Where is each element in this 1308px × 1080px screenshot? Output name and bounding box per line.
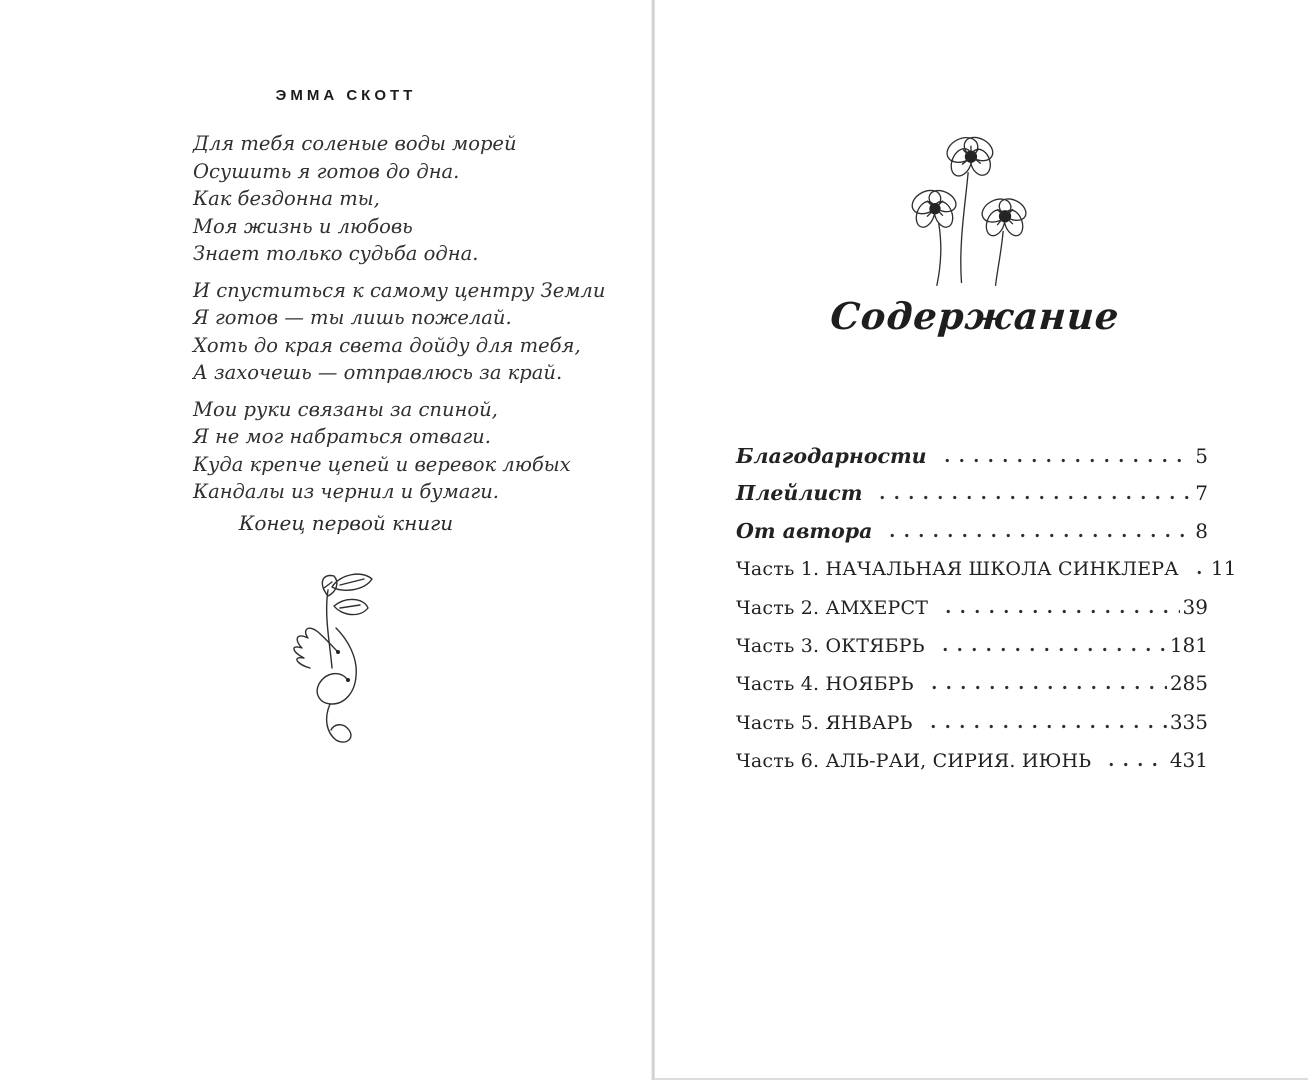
dot-leader bbox=[937, 609, 1179, 614]
toc-entry-page-number: 7 bbox=[1195, 481, 1208, 506]
toc-entry-label: Благодарности bbox=[736, 444, 927, 468]
poem-line: Я не мог набраться отваги. bbox=[193, 425, 491, 448]
dot-leader bbox=[881, 533, 1192, 538]
right-page bbox=[655, 0, 1308, 1080]
toc-entry bbox=[736, 632, 1208, 660]
poppies-illustration-icon bbox=[899, 114, 1041, 292]
toc-entry-label: Часть 5. ЯНВАРЬ bbox=[736, 711, 913, 734]
toc-entry-label: Плейлист bbox=[736, 481, 863, 506]
poem-line: Для тебя соленые воды морей bbox=[193, 132, 517, 155]
poem-line: Кандалы из чернил и бумаги. bbox=[193, 480, 499, 503]
toc-entry bbox=[736, 709, 1208, 737]
toc-entry-label: Часть 3. ОКТЯБРЬ bbox=[736, 634, 925, 657]
dot-leader bbox=[922, 724, 1167, 729]
toc-entry-label: Часть 4. НОЯБРЬ bbox=[736, 673, 914, 696]
dot-leader bbox=[936, 458, 1193, 463]
toc-title: Содержание bbox=[828, 294, 1122, 338]
poem bbox=[193, 130, 606, 515]
poem-stanza bbox=[193, 277, 606, 387]
toc-entry bbox=[736, 480, 1208, 507]
toc-entry bbox=[736, 443, 1208, 470]
running-header-author: ЭММА СКОТТ bbox=[275, 87, 417, 104]
toc-entry-page-number: 431 bbox=[1169, 748, 1208, 773]
toc-entry bbox=[736, 670, 1208, 698]
dot-leader bbox=[1100, 762, 1167, 767]
toc-entry-page-number: 5 bbox=[1195, 444, 1208, 468]
poem-line: Куда крепче цепей и веревок любых bbox=[193, 452, 571, 476]
poem-line: Мои руки связаны за спиной, bbox=[193, 397, 498, 421]
poem-stanza bbox=[193, 130, 593, 268]
toc-entry-page-number: 11 bbox=[1210, 556, 1237, 581]
toc-entry bbox=[736, 594, 1208, 622]
poem-line: Как бездонна ты, bbox=[193, 187, 380, 210]
toc-entry-label: Часть 2. АМХЕРСТ bbox=[736, 596, 929, 619]
toc-entry bbox=[736, 518, 1208, 545]
toc-entry-page-number: 39 bbox=[1182, 594, 1208, 619]
toc-entry-label: Часть 1. НАЧАЛЬНАЯ ШКОЛА СИНКЛЕРА bbox=[736, 558, 1179, 581]
hand-branch-illustration-icon bbox=[274, 570, 396, 756]
left-page bbox=[0, 0, 652, 1080]
poem-stanza bbox=[193, 396, 593, 506]
poem-line: Хоть до края света дойду для тебя, bbox=[193, 333, 581, 357]
dot-leader bbox=[923, 685, 1167, 690]
toc-entry-page-number: 285 bbox=[1169, 671, 1208, 696]
poem-line: И спуститься к самому центру Земли bbox=[193, 278, 606, 302]
end-of-book-note: Конец первой книги bbox=[238, 511, 454, 535]
toc-entry bbox=[736, 747, 1208, 775]
poem-line: Осушить я готов до дна. bbox=[193, 159, 460, 183]
toc-entry bbox=[736, 555, 1237, 583]
toc-entry-page-number: 8 bbox=[1195, 518, 1208, 543]
poem-line: Знает только судьба одна. bbox=[193, 242, 479, 265]
poem-line: Моя жизнь и любовь bbox=[193, 214, 413, 238]
table-of-contents bbox=[736, 443, 1237, 786]
dot-leader bbox=[871, 495, 1192, 500]
dot-leader bbox=[1188, 570, 1208, 575]
toc-entry-page-number: 181 bbox=[1169, 632, 1208, 657]
dot-leader bbox=[934, 647, 1167, 652]
poem-line: Я готов — ты лишь пожелай. bbox=[193, 306, 512, 329]
toc-entry-label: От автора bbox=[736, 518, 873, 543]
toc-entry-label: Часть 6. АЛЬ-РАИ, СИРИЯ. ИЮНЬ bbox=[736, 750, 1092, 773]
poem-line: А захочешь — отправлюсь за край. bbox=[193, 361, 563, 384]
toc-entry-page-number: 335 bbox=[1169, 709, 1208, 734]
